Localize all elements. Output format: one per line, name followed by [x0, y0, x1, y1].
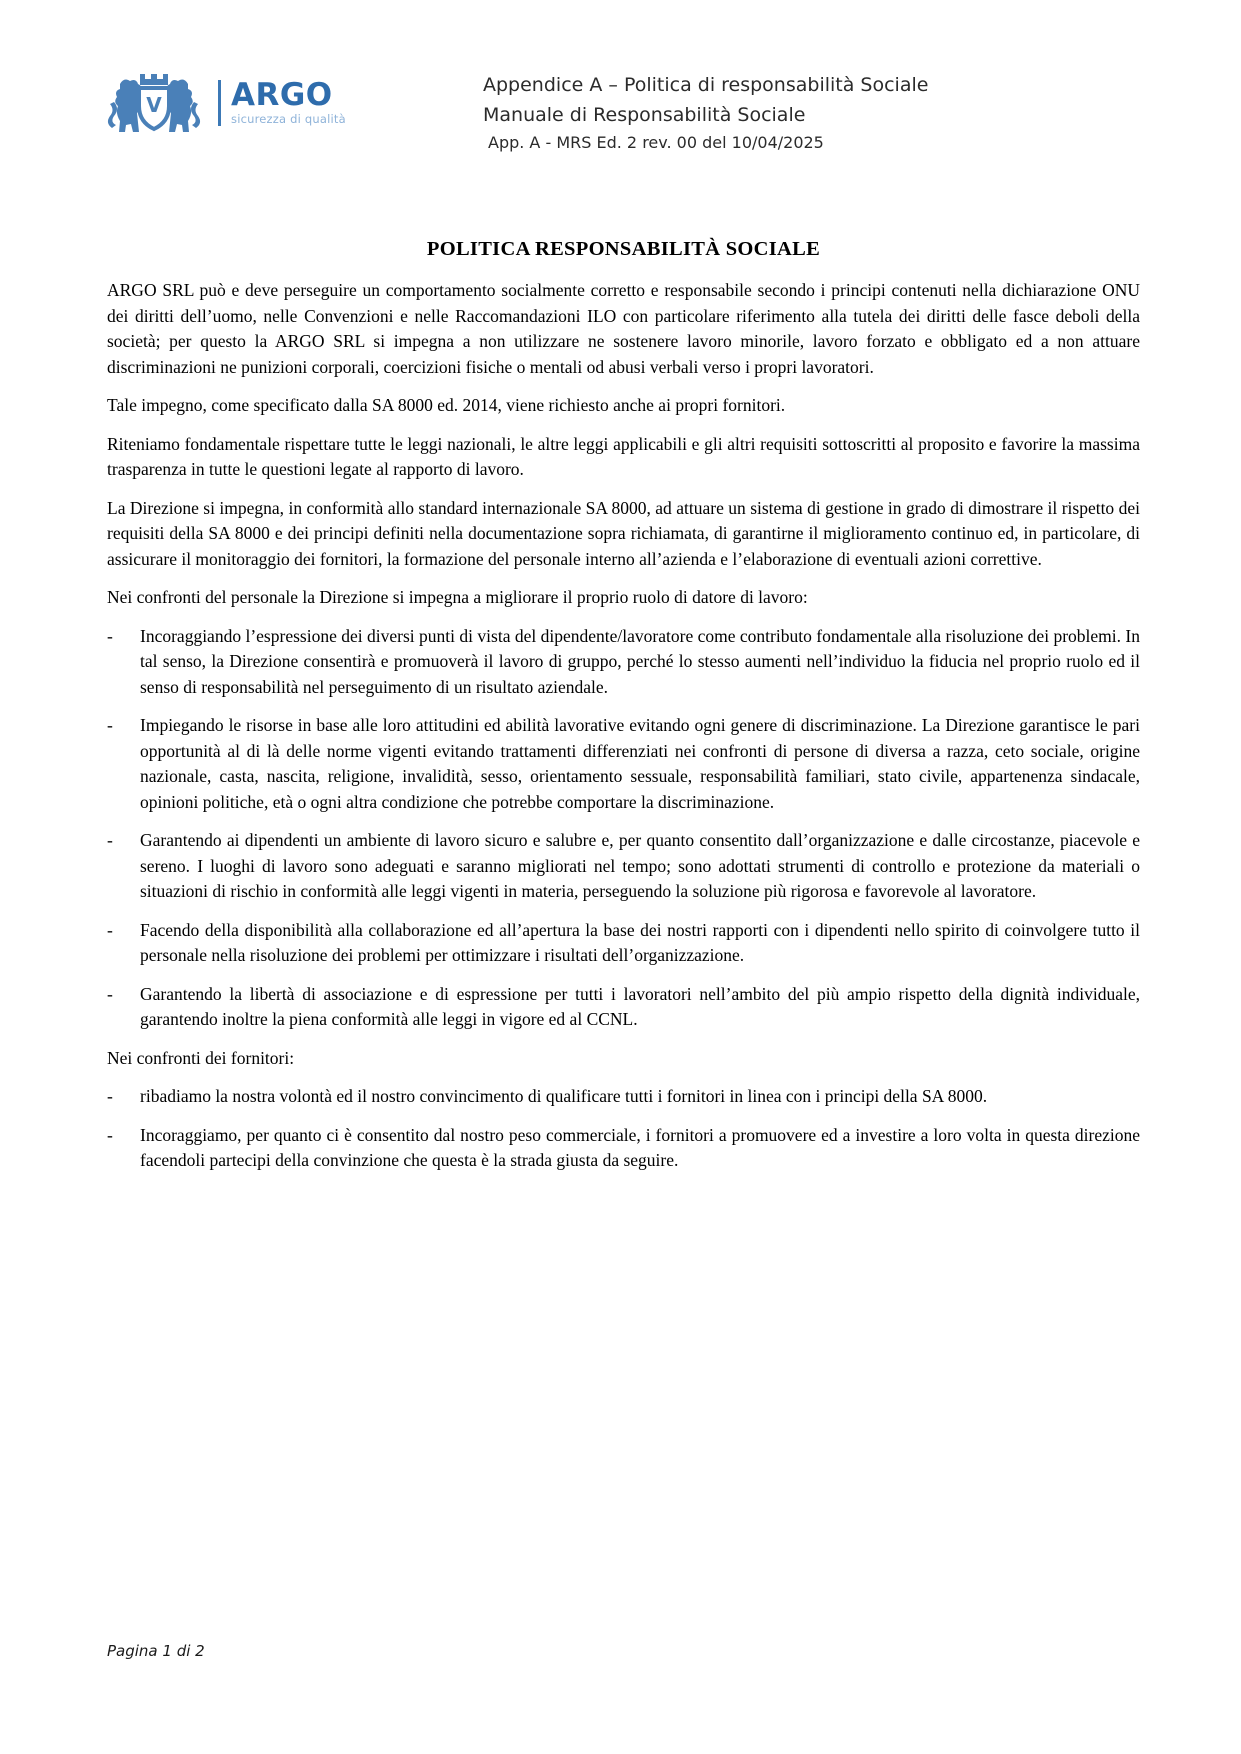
paragraph: Riteniamo fondamentale rispettare tutte le leggi nazionali, le altre leggi applicabili e gli altri requisiti sottoscritti al proposito e favorire la massima trasparenza in tutte le questioni legate al rapporto di lavoro.	[107, 433, 1140, 479]
bullet-dash: -	[107, 715, 113, 735]
bullet-dash: -	[107, 1086, 113, 1106]
fornitori-section-intro: Nei confronti dei fornitori:	[107, 1047, 295, 1068]
bullet-text: Garantendo la libertà di associazione e di espressione per tutti i lavoratori nell’ambito del più ampio rispetto della dignità individuale, garantendo inoltre la piena conformità alle leggi in vigore ed al CCNL.	[140, 983, 1140, 1029]
list-item	[107, 982, 1140, 1033]
page-title: POLITICA RESPONSABILITÀ SOCIALE	[426, 238, 821, 260]
paragraph: La Direzione si impegna, in conformità allo standard internazionale SA 8000, ad attuare un sistema di gestione in grado di dimostrare il rispetto dei requisiti della SA 8000 e dei principi definiti nella documentazione sopra richiamata, di garantirne il miglioramento continuo ed, in particolare, di assicurare il monitoraggio dei fornitori, la formazione del personale interno all’azienda e l’elaborazione di eventuali azioni correttive.	[107, 497, 1140, 569]
bullet-text: ribadiamo la nostra volontà ed il nostro convincimento di qualificare tutti i fornitori in linea con i principi della SA 8000.	[140, 1086, 988, 1106]
list-item	[107, 918, 1140, 969]
logo-tagline-text: sicurezza di qualità	[231, 112, 346, 127]
page-number: Pagina 1 di 2	[107, 1642, 205, 1660]
argo-logo	[100, 72, 346, 134]
logo-brand-text: ARGO	[231, 77, 333, 114]
list-item	[107, 1123, 1140, 1174]
bullet-dash: -	[107, 625, 113, 646]
bullet-text: Incoraggiando l’espressione dei diversi punti di vista del dipendente/lavoratore come contributo fondamentale alla risoluzione dei problemi. In tal senso, la Direzione consentirà e promuoverà il lavoro di gruppo, perché lo stesso aumenti nell’individuo la fiducia nel proprio ruolo ed il senso di responsabilità nel perseguimento di un risultato aziendale.	[140, 625, 1140, 697]
list-item	[107, 828, 1140, 905]
paragraph: ARGO SRL può e deve perseguire un comportamento socialmente corretto e responsabile secondo i principi contenuti nella dichiarazione ONU dei diritti dell’uomo, nelle Convenzioni e nelle Raccomandazioni ILO con particolare riferimento alla tutela dei diritti delle fasce deboli della società; per questo la ARGO SRL si impegna a non utilizzare ne sostenere lavoro minorile, lavoro forzato e obbligato ed a non attuare discriminazioni ne punizioni corporali, coercizioni fisiche o mentali od abusi verbali verso i propri lavoratori.	[107, 280, 1140, 377]
argo-crest-icon	[100, 72, 208, 134]
header-revision-info: App. A - MRS Ed. 2 rev. 00 del 10/04/2025	[488, 133, 824, 152]
list-item	[107, 1084, 1140, 1110]
bullet-text: Impiegando le risorse in base alle loro attitudini ed abilità lavorative evitando ogni genere di discriminazione. La Direzione garantisce le pari opportunità al di là delle norme vigenti evitando trattamenti differenziati nei confronti di persone di diversa a razza, ceto sociale, origine nazionale, casta, nascita, religione, invalidità, sesso, orientamento sessuale, responsabilità familiari, stato civile, appartenenza sindacale, opinioni politiche, età o ogni altra condizione che potrebbe comportare la discriminazione.	[140, 715, 1140, 812]
document-body	[107, 236, 1140, 1187]
bullet-dash: -	[107, 919, 113, 940]
bullet-dash: -	[107, 1124, 113, 1145]
list-item	[107, 624, 1140, 701]
bullet-text: Incoraggiamo, per quanto ci è consentito dal nostro peso commerciale, i fornitori a promuovere ed a investire a loro volta in questa direzione facendoli partecipi della convinzione che questa è la strada giusta da seguire.	[140, 1124, 1140, 1170]
bullet-text: Facendo della disponibilità alla collaborazione ed all’apertura la base dei nostri rapporti con i dipendenti nello spirito di coinvolgere tutto il personale nella risoluzione dei problemi per ottimizzare i risultati dell’organizzazione.	[140, 919, 1140, 965]
bullet-dash: -	[107, 983, 113, 1004]
bullet-text: Garantendo ai dipendenti un ambiente di lavoro sicuro e salubre e, per quanto consentito dall’organizzazione e dalle circostanze, piacevole e sereno. I luoghi di lavoro sono adeguati e saranno migliorati nel tempo; sono adottati strumenti di controllo e protezione da materiali o situazioni di rischio in conformità alle leggi vigenti in materia, perseguendo la soluzione più rigorosa e favorevole al lavoratore.	[140, 830, 1140, 901]
logo-separator	[218, 80, 221, 126]
paragraph: Tale impegno, come specificato dalla SA 8000 ed. 2014, viene richiesto anche ai propri fornitori.	[107, 395, 786, 415]
document-header	[483, 70, 928, 156]
bullet-dash: -	[107, 830, 113, 850]
header-manual-title: Manuale di Responsabilità Sociale	[483, 104, 806, 126]
list-item	[107, 713, 1140, 815]
header-appendix-title: Appendice A – Politica di responsabilità Sociale	[483, 74, 929, 96]
personale-section-intro: Nei confronti del personale la Direzione si impegna a migliorare il proprio ruolo di datore di lavoro:	[107, 587, 808, 607]
crest-letter: V	[146, 93, 162, 117]
